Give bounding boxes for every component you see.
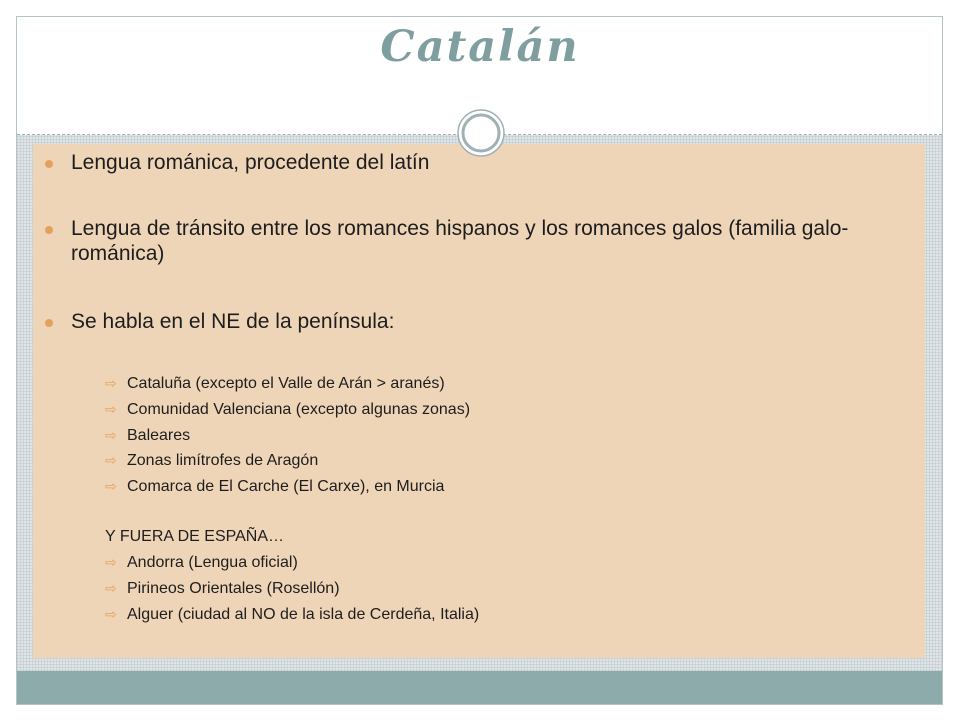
bullet-text: Lengua de tránsito entre los romances hispanos y los romances galos (familia galo-románica) (71, 217, 849, 265)
list-item (105, 476, 444, 497)
list-item-text: Zonas limítrofes de Aragón (127, 452, 319, 469)
bullet-item (33, 216, 895, 266)
arrow-right-icon: ⇨ (105, 580, 117, 596)
arrow-right-icon: ⇨ (105, 452, 117, 468)
bullet-text: Se habla en el NE de la península: (71, 310, 395, 333)
list-item (105, 604, 479, 625)
list-item-text: Comarca de El Carche (El Carxe), en Murcia (127, 478, 445, 495)
bullet-item (33, 309, 895, 334)
bullet-item (33, 150, 895, 175)
arrow-right-icon: ⇨ (105, 401, 117, 417)
list-item-text: Cataluña (excepto el Valle de Arán > aranés) (127, 375, 445, 392)
slide-title: Catalán (380, 22, 580, 72)
bullet-dot-icon (45, 160, 53, 168)
list-item (105, 552, 298, 573)
arrow-right-icon: ⇨ (105, 554, 117, 570)
arrow-right-icon: ⇨ (105, 427, 117, 443)
arrow-right-icon: ⇨ (105, 606, 117, 622)
list-item (105, 578, 340, 599)
list-item (105, 450, 318, 471)
bullet-dot-icon (45, 226, 53, 234)
section-label: Y FUERA DE ESPAÑA… (105, 528, 285, 545)
list-item (105, 399, 470, 420)
list-item-text: Baleares (127, 427, 191, 444)
bullet-text: Lengua románica, procedente del latín (71, 151, 430, 174)
list-item-text: Comunidad Valenciana (excepto algunas zonas) (127, 401, 471, 418)
footer-band (17, 671, 942, 704)
bullet-dot-icon (45, 319, 53, 327)
arrow-right-icon: ⇨ (105, 478, 117, 494)
list-item-text: Andorra (Lengua oficial) (127, 554, 298, 571)
list-item (105, 373, 445, 394)
list-item-text: Pirineos Orientales (Rosellón) (127, 580, 340, 597)
list-item-text: Alguer (ciudad al NO de la isla de Cerdeña, Italia) (127, 606, 480, 623)
list-item (105, 425, 190, 446)
arrow-right-icon: ⇨ (105, 375, 117, 391)
